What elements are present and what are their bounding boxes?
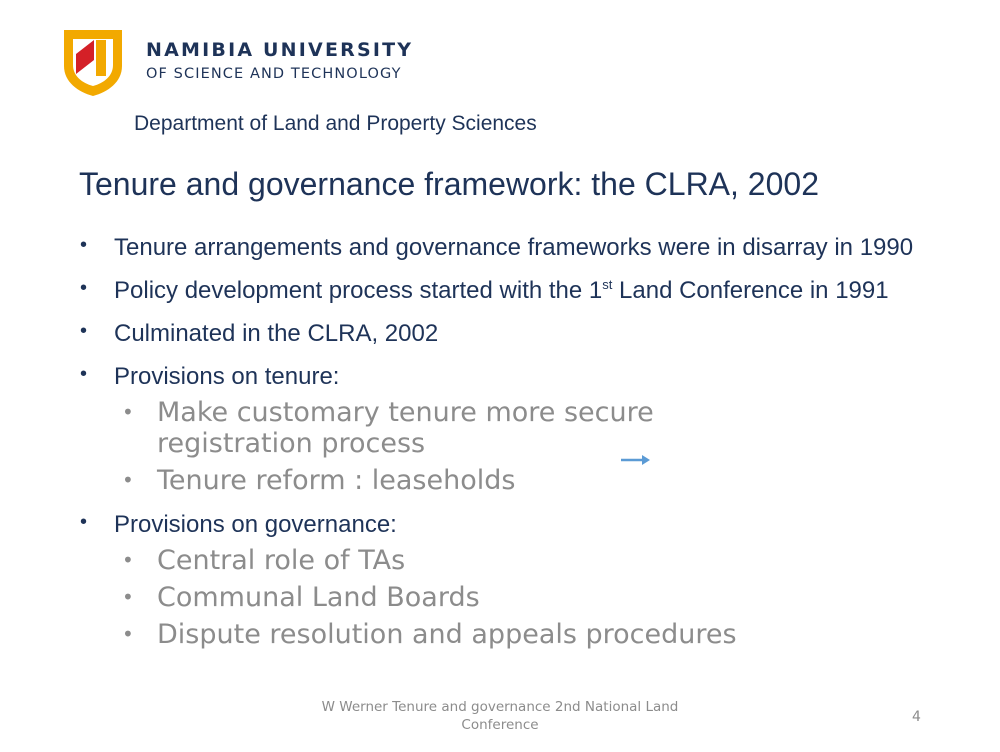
sub-bullet-text: Communal Land Boards: [157, 582, 480, 613]
bullet-marker: •: [122, 585, 134, 609]
slide-title: Tenure and governance framework: the CLRA, 2002: [79, 166, 819, 202]
sub-bullet-text: Dispute resolution and appeals procedures: [157, 619, 737, 650]
slide-footer: W Werner Tenure and governance 2nd National Land Conference: [321, 699, 679, 733]
sub-bullet-text: Make customary tenure more secure registration process: [157, 397, 654, 459]
right-arrow-icon: [620, 453, 652, 467]
bullet-text: Provisions on governance:: [114, 511, 397, 538]
bullet-text: Culminated in the CLRA, 2002: [114, 320, 439, 347]
department-name: Department of Land and Property Sciences: [134, 112, 537, 135]
bullet-marker: •: [80, 511, 88, 533]
bullet-marker: •: [122, 400, 134, 424]
bullet-marker: •: [80, 234, 88, 256]
sub-bullet-text: Central role of TAs: [157, 545, 406, 576]
university-name: NAMIBIA UNIVERSITY: [146, 39, 414, 61]
bullet-text: Policy development process started with the 1st Land Conference in 1991: [114, 277, 889, 304]
bullet-marker: •: [122, 468, 134, 492]
university-subtitle: OF SCIENCE AND TECHNOLOGY: [146, 66, 402, 82]
ordinal-superscript: st: [602, 277, 613, 292]
bullet-marker: •: [80, 277, 88, 299]
bullet-text: Tenure arrangements and governance frameworks were in disarray in 1990: [114, 234, 914, 261]
bullet-marker: •: [122, 622, 134, 646]
bullet-marker: •: [80, 363, 88, 385]
bullet-marker: •: [122, 548, 134, 572]
nust-logo-icon: [58, 26, 128, 98]
sub-bullet-text: Tenure reform : leaseholds: [157, 465, 516, 496]
bullet-text: Provisions on tenure:: [114, 363, 340, 390]
bullet-marker: •: [80, 320, 88, 342]
page-number: 4: [912, 709, 921, 725]
